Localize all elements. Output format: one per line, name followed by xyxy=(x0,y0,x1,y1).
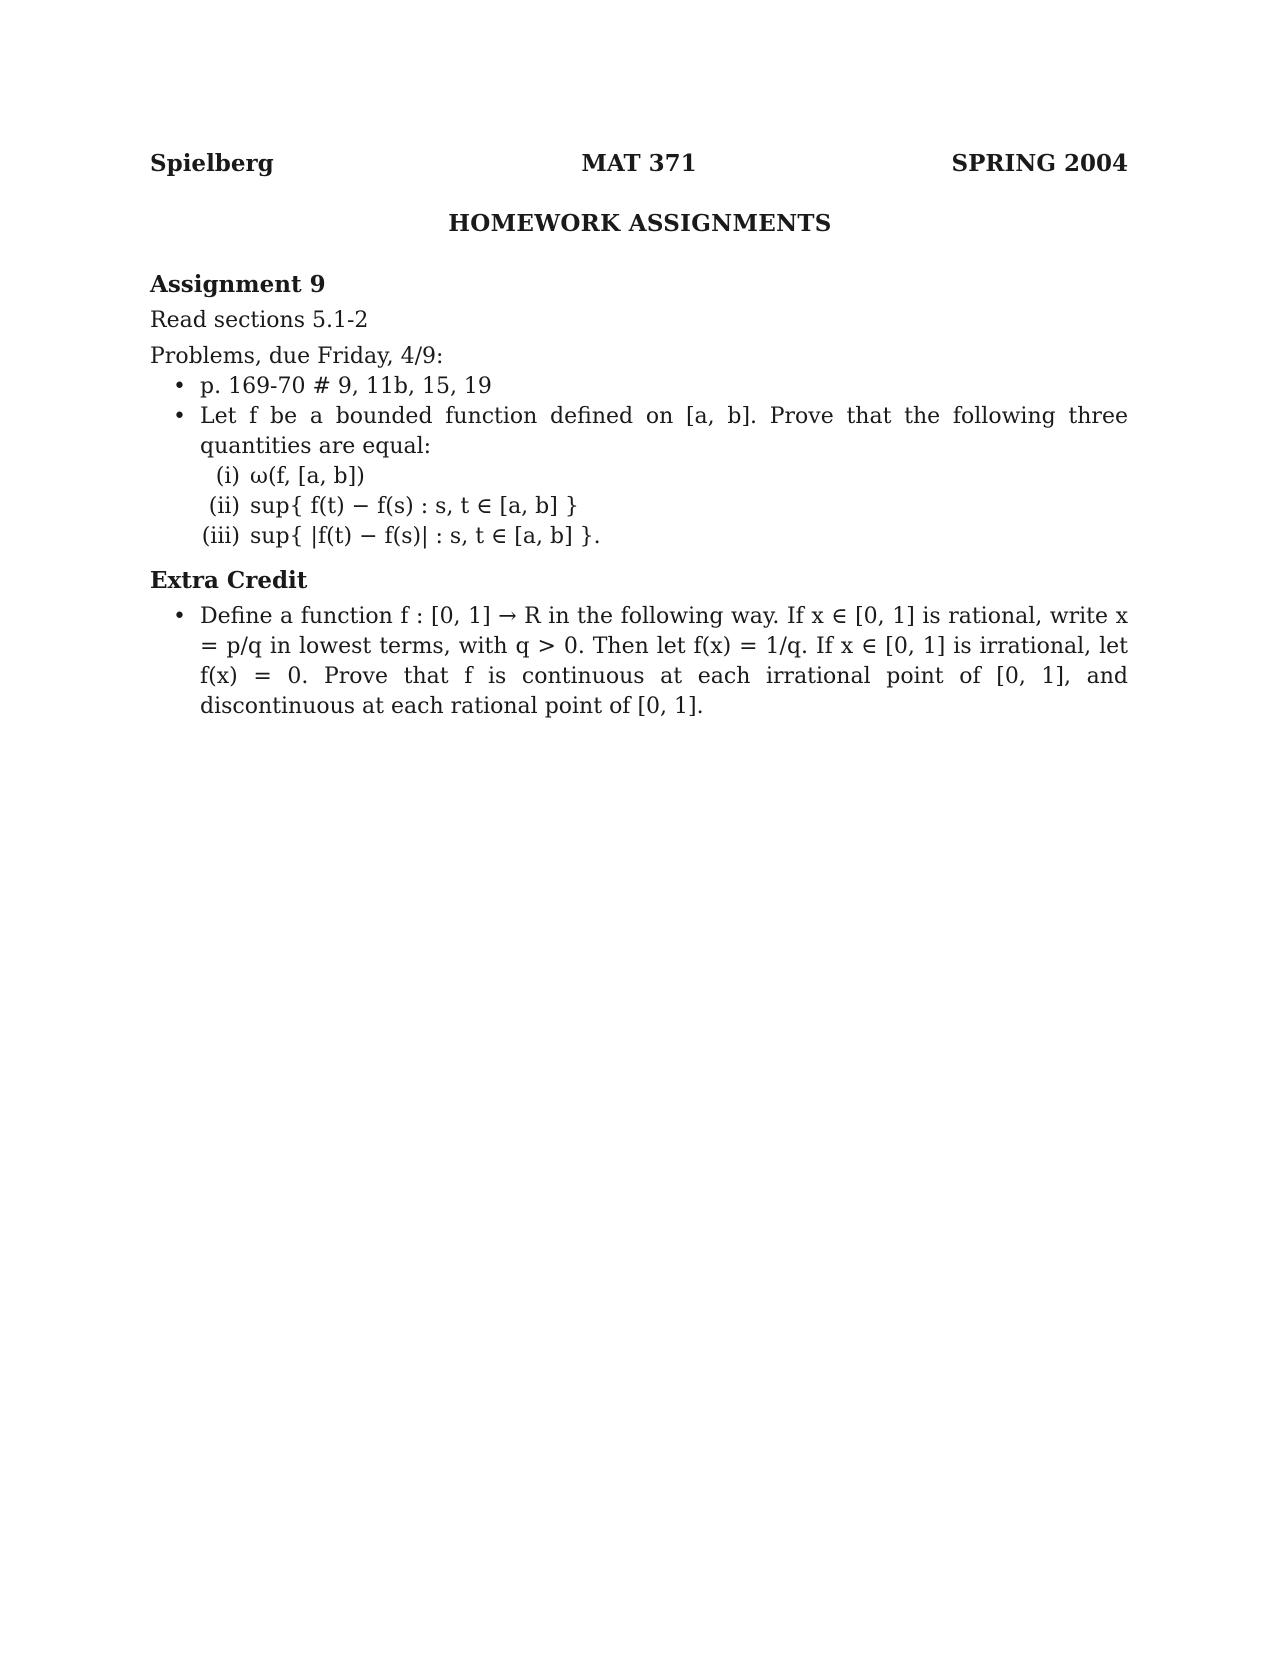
header-term: SPRING 2004 xyxy=(951,150,1128,177)
extra-credit-heading: Extra Credit xyxy=(150,567,308,594)
list-item xyxy=(200,492,1128,522)
list-item xyxy=(200,462,1128,492)
reading-line: Read sections 5.1-2 xyxy=(150,308,369,333)
sub-item-list xyxy=(200,462,1128,552)
problems-intro: Problems, due Friday, 4/9: xyxy=(150,344,444,369)
bullet-icon: • xyxy=(173,374,186,399)
document-body xyxy=(150,270,1128,722)
sub-item-text: sup{ f(t) − f(s) : s, t ∈ [a, b] } xyxy=(250,494,579,519)
section-spacer xyxy=(150,552,1128,566)
extra-credit-text: Define a function f : [0, 1] → R in the following way. If x ∈ [0, 1] is rational, write x = p/q in lowest terms, with q > 0. Then let f(x) = 1/q. If x ∈ [0, 1] is irrational, let f(x) = 0. Prove that f is continuous at each irrational point of [0, 1], and discontinuous at each rational point of [0, 1]. xyxy=(200,604,1128,719)
list-item xyxy=(200,522,1128,552)
header-author: Spielberg xyxy=(150,150,274,177)
extra-credit-list xyxy=(150,602,1128,722)
list-item xyxy=(150,372,1128,402)
header-course: MAT 371 xyxy=(581,150,697,177)
list-item xyxy=(150,402,1128,552)
page-header xyxy=(150,150,1128,184)
sub-item-text: sup{ |f(t) − f(s)| : s, t ∈ [a, b] }. xyxy=(250,524,601,549)
sub-item-label: (iii) xyxy=(201,524,240,549)
problem-list xyxy=(150,372,1128,552)
sub-item-text: ω(f, [a, b]) xyxy=(250,464,365,489)
bullet-icon: • xyxy=(173,604,186,629)
bullet-icon: • xyxy=(173,404,186,429)
sub-item-label: (i) xyxy=(215,464,240,489)
page-title: HOMEWORK ASSIGNMENTS xyxy=(448,210,832,237)
sub-item-label: (ii) xyxy=(208,494,240,519)
assignment-heading: Assignment 9 xyxy=(150,271,326,298)
problem-text: Let f be a bounded function defined on [a, b]. Prove that the following three quantities are equal: xyxy=(200,404,1128,459)
problem-text: p. 169-70 # 9, 11b, 15, 19 xyxy=(200,374,492,399)
list-item xyxy=(150,602,1128,722)
